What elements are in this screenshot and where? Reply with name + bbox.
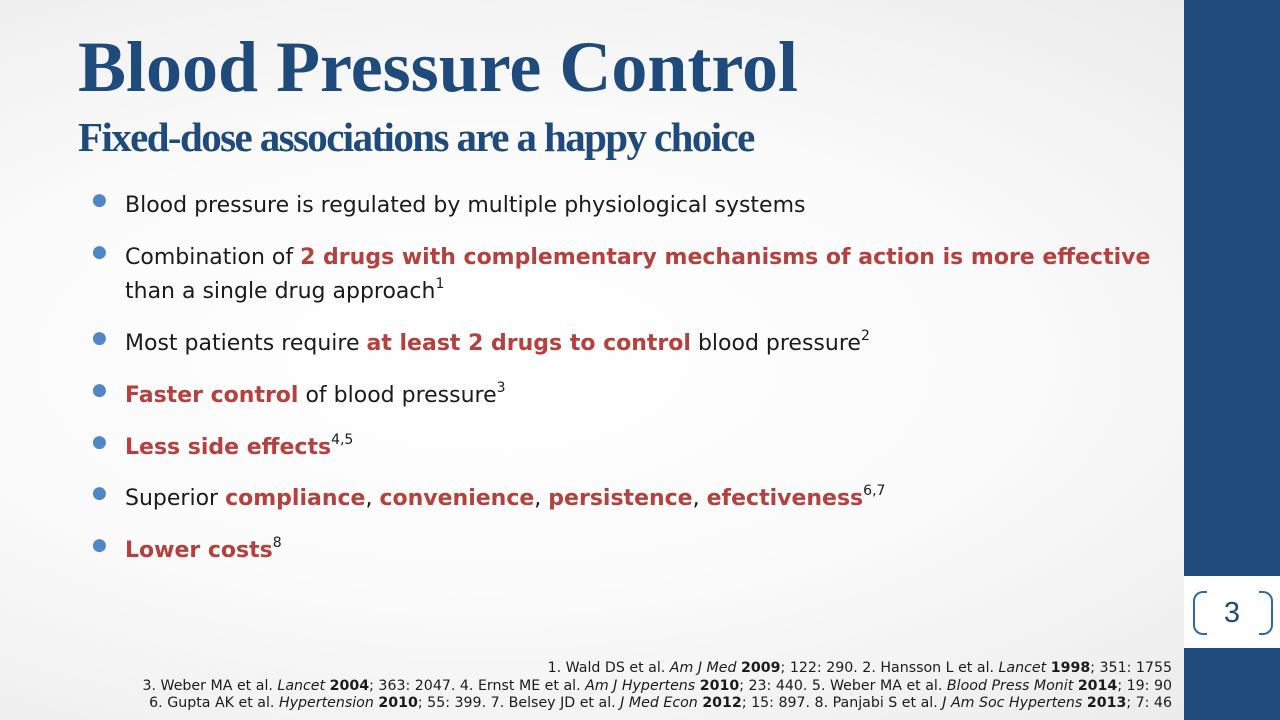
footnote-ref: 8 <box>272 535 282 551</box>
bullet-dot-icon: ● <box>92 190 107 210</box>
bullet-text: Blood pressure is regulated by multiple physiological systems <box>125 193 806 218</box>
bullet-text-continued: than a single drug approach$^1$ <box>125 276 445 304</box>
footnote-ref: 2 <box>860 328 870 344</box>
bullet-dot-icon: ● <box>92 432 107 452</box>
bullet-dot-icon: ● <box>92 328 107 348</box>
bullet-text: Most patients require at least 2 drugs to control blood pressure$^2$ <box>125 328 870 356</box>
bullet-dot-icon: ● <box>92 242 107 262</box>
slide-subtitle: Fixed-dose associations are a happy choice <box>78 114 754 160</box>
highlight-text: Lower costs <box>125 538 273 563</box>
slide-title: Blood Pressure Control <box>78 27 799 107</box>
reference-line: 6. Gupta AK et al. Hypertension 2010; 55: 399. 7. Belsey JD et al. J Med Econ 2012; 15: 897. 8. Panjabi S et al. J Am Soc Hypertens 2013; 7: 46 <box>149 695 1172 711</box>
highlight-text: efectiveness <box>706 486 864 511</box>
highlight-text: persistence <box>548 486 693 511</box>
page-number: 3 <box>1223 597 1241 629</box>
footnote-ref: 6,7 <box>863 483 886 499</box>
footnote-ref: 1 <box>435 276 445 292</box>
highlight-text: convenience <box>379 486 535 511</box>
highlight-text: 2 drugs with complementary mechanisms of action is more effective <box>300 245 1151 270</box>
highlight-text: Less side effects <box>125 435 332 460</box>
bullet-text: Superior compliance, convenience, persistence, efectiveness$^{6,7}$ <box>125 483 886 511</box>
footnote-ref: 3 <box>496 380 506 396</box>
bullet-text: Faster control of blood pressure$^3$ <box>125 380 506 408</box>
reference-line: 3. Weber MA et al. Lancet 2004; 363: 2047. 4. Ernst ME et al. Am J Hypertens 2010; 23: 440. 5. Weber MA et al. Blood Press Monit 2014; 19: 90 <box>142 677 1172 694</box>
highlight-text: Faster control <box>125 383 299 408</box>
bullet-text: Combination of 2 drugs with complementary mechanisms of action is more effective <box>125 245 1151 270</box>
bullet-dot-icon: ● <box>92 535 107 555</box>
bullet-text <box>125 431 353 464</box>
bullet-dot-icon: ● <box>92 483 107 503</box>
bullet-dot-icon: ● <box>92 380 107 400</box>
footnote-ref: 4,5 <box>331 432 354 448</box>
reference-line: 1. Wald DS et al. Am J Med 2009; 122: 290. 2. Hansson L et al. Lancet 1998; 351: 1755 <box>547 660 1172 676</box>
bullet-text <box>125 534 282 567</box>
highlight-text: at least 2 drugs to control <box>366 331 691 356</box>
highlight-text: compliance <box>225 486 366 511</box>
references <box>142 660 1172 713</box>
